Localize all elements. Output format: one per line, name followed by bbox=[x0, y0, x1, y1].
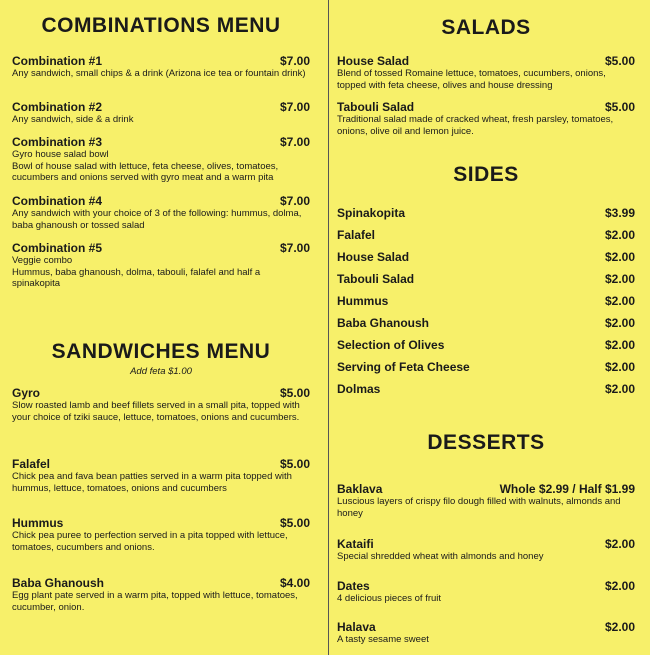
item-desc: Any sandwich with your choice of 3 of the following: hummus, dolma, baba ghanoush or tossed salad bbox=[12, 208, 302, 231]
item-price: $4.00 bbox=[279, 576, 310, 590]
item-price: $2.00 bbox=[604, 382, 635, 396]
item-price: $2.00 bbox=[604, 228, 635, 242]
item-price: $7.00 bbox=[279, 241, 310, 255]
item-name: Hummus bbox=[12, 516, 64, 530]
item-desc: Veggie combo bbox=[12, 255, 73, 266]
item-desc: Special shredded wheat with almonds and honey bbox=[337, 551, 544, 562]
item-price: $2.00 bbox=[604, 338, 635, 352]
item-name: Combination #2 bbox=[12, 100, 103, 114]
item-name: Halava bbox=[337, 620, 376, 634]
dessert-item-baklava bbox=[337, 482, 635, 519]
item-price: $2.00 bbox=[604, 579, 635, 593]
item-price: $2.00 bbox=[604, 360, 635, 374]
salad-item-tabouli bbox=[337, 100, 635, 137]
combo-item-4 bbox=[12, 194, 310, 231]
column-divider bbox=[328, 0, 329, 655]
item-name: Selection of Olives bbox=[337, 338, 445, 352]
item-name: Baba Ghanoush bbox=[12, 576, 105, 590]
side-item bbox=[337, 294, 635, 316]
item-name: Dolmas bbox=[337, 382, 381, 396]
item-name: House Salad bbox=[337, 54, 410, 68]
side-item bbox=[337, 206, 635, 228]
item-price: $3.99 bbox=[604, 206, 635, 220]
item-name: Tabouli Salad bbox=[337, 272, 415, 286]
item-price: $2.00 bbox=[604, 537, 635, 551]
item-desc: A tasty sesame sweet bbox=[337, 634, 429, 645]
item-price: $2.00 bbox=[604, 250, 635, 264]
combo-item-1 bbox=[12, 54, 310, 80]
item-name: Falafel bbox=[12, 457, 51, 471]
item-price: $2.00 bbox=[604, 294, 635, 308]
sandwich-item-gyro bbox=[12, 386, 310, 423]
dessert-item-kataifi bbox=[337, 537, 635, 563]
item-desc: Any sandwich, side & a drink bbox=[12, 114, 134, 125]
item-price: $7.00 bbox=[279, 135, 310, 149]
sides-list bbox=[337, 206, 635, 404]
item-name: Serving of Feta Cheese bbox=[337, 360, 470, 374]
sandwich-item-hummus bbox=[12, 516, 310, 553]
item-name: Dates bbox=[337, 579, 370, 593]
item-name: Falafel bbox=[337, 228, 376, 242]
item-name: Kataifi bbox=[337, 537, 374, 551]
item-name: Gyro bbox=[12, 386, 41, 400]
side-item bbox=[337, 250, 635, 272]
sandwich-item-falafel bbox=[12, 457, 310, 494]
item-desc: Blend of tossed Romaine lettuce, tomatoes, cucumbers, onions, topped with feta cheese, olives and house dressing bbox=[337, 68, 606, 91]
item-desc: Hummus, baba ghanoush, dolma, tabouli, falafel and half a spinakopita bbox=[12, 266, 261, 289]
item-price: $5.00 bbox=[279, 386, 310, 400]
item-desc: Egg plant pate served in a warm pita, topped with lettuce, tomatoes, cucumber, onion. bbox=[12, 590, 298, 613]
combo-item-2 bbox=[12, 100, 310, 126]
salad-item-house bbox=[337, 54, 635, 91]
item-name: Combination #1 bbox=[12, 54, 103, 68]
salads-heading: SALADS bbox=[441, 16, 531, 39]
item-desc: Bowl of house salad with lettuce, feta cheese, olives, tomatoes, cucumbers and onions served with gyro meat and a warm pita bbox=[12, 160, 279, 183]
sandwiches-heading: SANDWICHES MENU bbox=[51, 340, 271, 363]
item-name: Baba Ghanoush bbox=[337, 316, 430, 330]
dessert-item-halava bbox=[337, 620, 635, 646]
item-name: Spinakopita bbox=[337, 206, 406, 220]
item-price: $7.00 bbox=[279, 100, 310, 114]
item-price: Whole $2.99 / Half $1.99 bbox=[499, 482, 635, 496]
item-desc: Traditional salad made of cracked wheat, fresh parsley, tomatoes, onions, olive oil and lemon juice. bbox=[337, 114, 614, 137]
combinations-heading: COMBINATIONS MENU bbox=[41, 14, 281, 37]
side-item bbox=[337, 228, 635, 250]
item-desc: Gyro house salad bowl bbox=[12, 149, 109, 160]
item-name: Combination #4 bbox=[12, 194, 103, 208]
combo-item-3 bbox=[12, 135, 310, 184]
item-desc: 4 delicious pieces of fruit bbox=[337, 593, 442, 604]
item-name: Hummus bbox=[337, 294, 389, 308]
item-price: $2.00 bbox=[604, 620, 635, 634]
item-name: Combination #5 bbox=[12, 241, 103, 255]
item-price: $5.00 bbox=[604, 54, 635, 68]
sandwich-item-baba-ghanoush bbox=[12, 576, 310, 613]
item-desc: Chick pea puree to perfection served in a pita topped with lettuce, tomatoes, cucumbers and onions. bbox=[12, 530, 288, 553]
sides-heading: SIDES bbox=[453, 163, 519, 186]
item-desc: Slow roasted lamb and beef fillets served in a small pita, topped with your choice of tziki sauce, lettuce, tomatoes, onions and cucumbers. bbox=[12, 400, 300, 423]
item-name: Tabouli Salad bbox=[337, 100, 415, 114]
item-name: House Salad bbox=[337, 250, 410, 264]
desserts-heading: DESSERTS bbox=[427, 431, 545, 454]
combo-item-5 bbox=[12, 241, 310, 290]
item-price: $5.00 bbox=[279, 457, 310, 471]
item-desc: Luscious layers of crispy filo dough filled with walnuts, almonds and honey bbox=[337, 496, 621, 519]
side-item bbox=[337, 360, 635, 382]
item-name: Combination #3 bbox=[12, 135, 103, 149]
item-price: $2.00 bbox=[604, 272, 635, 286]
item-price: $5.00 bbox=[604, 100, 635, 114]
item-price: $7.00 bbox=[279, 194, 310, 208]
item-price: $5.00 bbox=[279, 516, 310, 530]
item-desc: Any sandwich, small chips & a drink (Arizona ice tea or fountain drink) bbox=[12, 68, 306, 79]
item-name: Baklava bbox=[337, 482, 383, 496]
item-price: $7.00 bbox=[279, 54, 310, 68]
side-item bbox=[337, 272, 635, 294]
side-item bbox=[337, 382, 635, 404]
item-price: $2.00 bbox=[604, 316, 635, 330]
item-desc: Chick pea and fava bean patties served in a warm pita topped with hummus, lettuce, tomatoes, onions and cucumbers bbox=[12, 471, 292, 494]
side-item bbox=[337, 316, 635, 338]
dessert-item-dates bbox=[337, 579, 635, 605]
side-item bbox=[337, 338, 635, 360]
sandwiches-subtitle: Add feta $1.00 bbox=[130, 366, 192, 377]
